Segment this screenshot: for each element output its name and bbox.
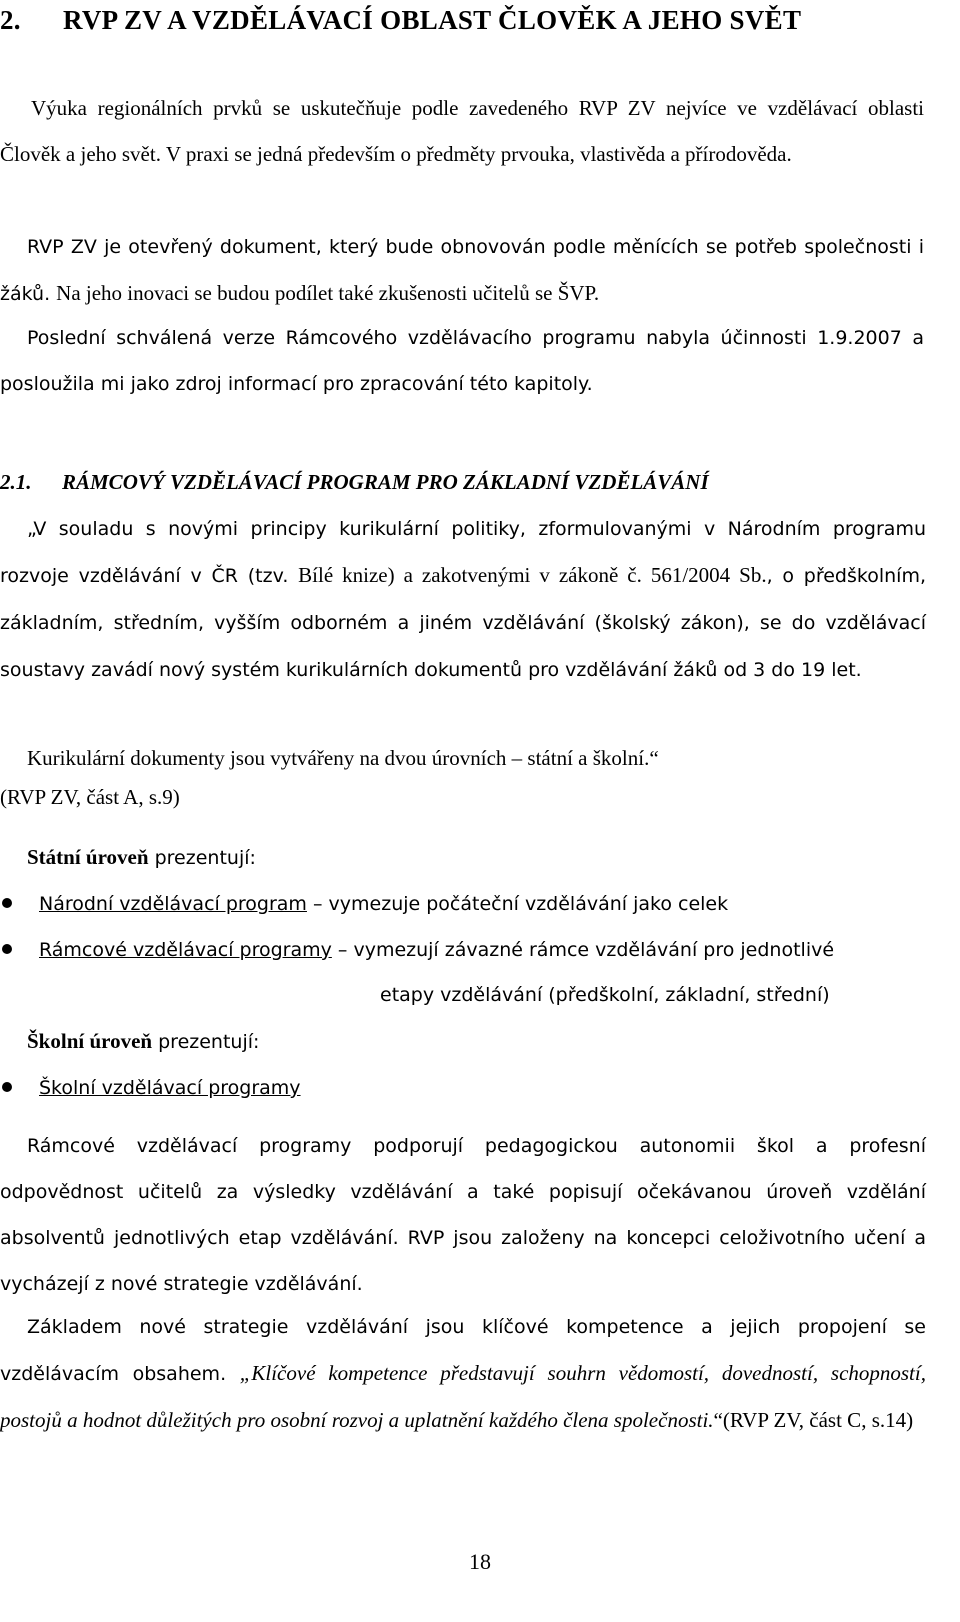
- state-level-bold: Státní úroveň: [27, 845, 149, 869]
- intro-p2-sans-text: RVP ZV je otevřený dokument, který bude obnovován podle měnících se potřeb společnosti i žáků.: [0, 236, 924, 305]
- chapter-title: RVP ZV A VZDĚLÁVACÍ OBLAST ČLOVĚK A JEHO SVĚT: [63, 5, 802, 35]
- national-program-label: Národní vzdělávací program: [39, 893, 307, 915]
- section-number: 2.1.: [0, 470, 32, 494]
- bullet-icon: [2, 1082, 12, 1092]
- closing-p1-text-b: RVP jsou založeny na koncepci celoživotního učení a vycházejí z nové strategie vzdělávání.: [0, 1227, 926, 1295]
- chapter-heading: [0, 0, 940, 40]
- bullet-icon: [2, 944, 12, 954]
- closing-p1-text: Rámcové vzdělávací programy podporují pedagogickou autonomii škol a profesní odpovědnost učitelů za výsledky vzdělávání a také popisují očekávanou úroveň vzdělání absolventů jednotlivých etap vzdělávání.: [0, 1135, 926, 1249]
- bullet-icon: [2, 898, 12, 908]
- section-heading: [0, 462, 940, 502]
- closing-p2-text: Základem nové strategie vzdělávání jsou klíčové kompetence a jejich propojení se vzdělávacím obsahem.: [0, 1316, 926, 1385]
- page-number: 18: [469, 1549, 491, 1574]
- closing-paragraph-2: [0, 1303, 926, 1443]
- intro-paragraph-1: [0, 85, 924, 177]
- closing-p2-source: “(RVP ZV, část C, s.14): [713, 1408, 914, 1432]
- intro-paragraph-3: [0, 315, 924, 407]
- closing-p2-italic-quote: „Klíčové kompetence představují souhrn vědomostí, dovedností, schopností, postojů a hodnot důležitých pro osobní rozvoj a uplatnění každého člena společnosti.: [0, 1361, 926, 1432]
- state-level-rest: prezentují:: [148, 847, 256, 869]
- quote-source-text: (RVP ZV, část A, s.9): [0, 785, 180, 809]
- list-item-national-program: [39, 880, 929, 927]
- framework-programs-continuation: [380, 972, 925, 1018]
- quote-paragraph: [0, 505, 926, 693]
- intro-p1-text: Výuka regionálních prvků se uskutečňuje podle zavedeného RVP ZV nejvíce ve vzdělávací oblasti Člověk a jeho svět. V praxi se jedná především o předměty prvouka, vlastivěda a přírodověda.: [0, 96, 924, 166]
- framework-programs-cont-text: etapy vzdělávání (předškolní, základní, střední): [380, 984, 830, 1006]
- list-item-school-programs: [39, 1064, 929, 1111]
- school-level-label: [27, 1018, 927, 1065]
- school-level-bold: Školní úroveň: [27, 1029, 153, 1053]
- quote-source: [0, 774, 900, 820]
- quote-text-c: Bílé knize) a zakotvenými v zákoně č. 561/2004 Sb.: [298, 563, 767, 587]
- intro-p3-text-b: 2007 a posloužila mi jako zdroj informací pro zpracování této kapitoly.: [0, 327, 924, 395]
- list-item-framework-programs: [39, 926, 929, 973]
- school-level-rest: prezentují:: [152, 1031, 260, 1053]
- state-level-label: [27, 834, 927, 881]
- closing-paragraph-1: [0, 1123, 926, 1307]
- quote-text-b: programu rozvoje vzdělávání v ČR (tzv.: [0, 518, 926, 587]
- intro-p2-serif-text: Na jeho inovaci se budou podílet také zkušenosti učitelů se ŠVP.: [56, 281, 600, 305]
- chapter-number: 2.: [0, 5, 21, 35]
- quote-text-d: , o předškolním, základním, středním, vyšším odborném a jiném vzdělávání (školský zákon), se do vzdělávací soustavy zavádí nový systém kurikulárních dokumentů pro vzdělávání žáků od 3 do 19 let.: [0, 565, 926, 681]
- framework-programs-desc: – vymezují závazné rámce vzdělávání pro jednotlivé: [331, 939, 835, 961]
- section-title: RÁMCOVÝ VZDĚLÁVACÍ PROGRAM PRO ZÁKLADNÍ VZDĚLÁVÁNÍ: [62, 470, 709, 494]
- intro-paragraph-2: [0, 223, 924, 317]
- quote-text-a: „V souladu s novými principy kurikulární politiky, zformulovanými v Národním: [27, 518, 833, 540]
- framework-programs-label: Rámcové vzdělávací programy: [39, 939, 332, 961]
- intro-p3-text-a: Poslední schválená verze Rámcového vzdělávacího programu nabyla účinnosti 1.9.: [27, 327, 854, 349]
- school-programs-label: Školní vzdělávací programy: [39, 1077, 301, 1099]
- national-program-desc: – vymezuje počáteční vzdělávání jako celek: [306, 893, 729, 915]
- quote-text-e: Kurikulární dokumenty jsou vytvářeny na dvou úrovních – státní a školní.“: [27, 746, 659, 770]
